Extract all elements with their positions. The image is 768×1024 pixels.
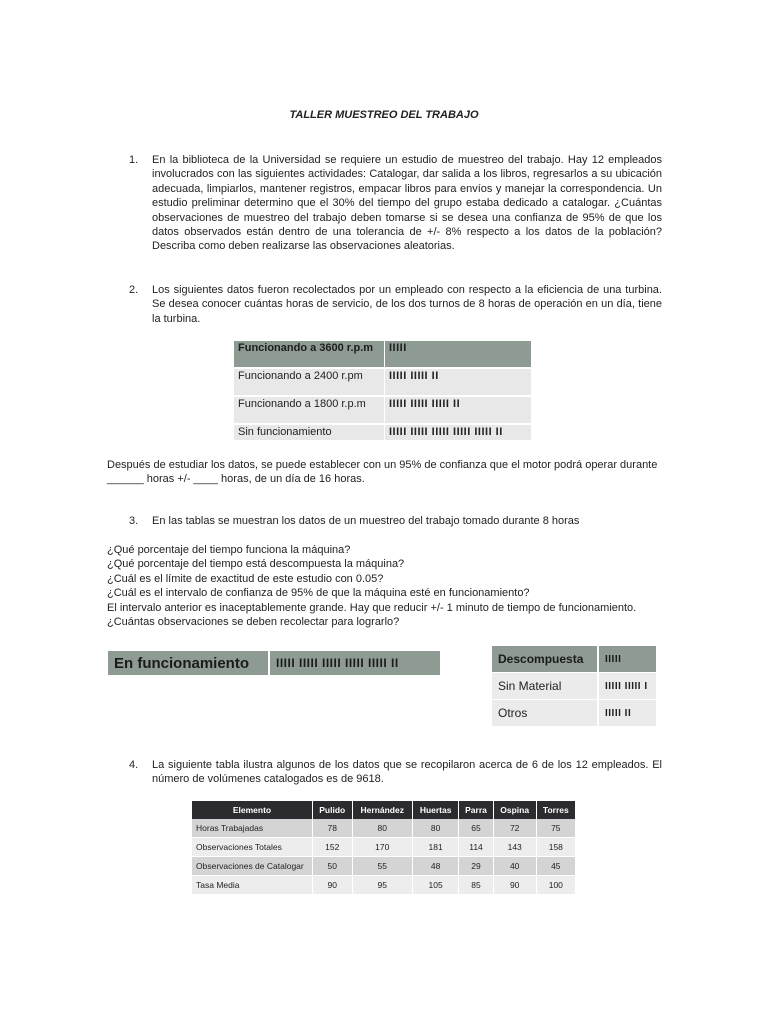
table-cell: 114 xyxy=(459,838,493,857)
q1-text: En la biblioteca de la Universidad se requiere un estudio de muestreo del trabajo. Hay 12 empleados involucrados con las siguientes actividades: Catalogar, dar salida a los libros, regresarlos a su ubicación adecuada, limpiarlos, mantener registros, empacar libros para envíos y manejar la correspondencia. Un estudio preliminar determino que el 30% del tiempo del grupo estaba dedicado a catalogar. ¿Cuántas observaciones de muestreo del trabajo deben tomarse si se desea una confianza de 95% de que los datos observados están dentro de una tolerancia de +/- 8% respecto a los datos de la población? Describa como deben realizarse las observaciones aleatorias. xyxy=(152,154,662,253)
q3-number: 3. xyxy=(129,515,139,527)
q2-after-line2: ______ horas +/- ____ horas, de un día de 16 horas. xyxy=(107,473,365,485)
q3-question: ¿Cuál es el límite de exactitud de este estudio con 0.05? xyxy=(107,573,384,585)
table-row xyxy=(192,838,576,857)
turbine-tally: IIIII xyxy=(385,341,532,368)
working-label: En funcionamiento xyxy=(108,651,269,675)
turbine-tally: IIIII IIIII IIIII IIIII IIIII II xyxy=(385,424,532,441)
table-cell: 78 xyxy=(313,819,353,838)
turbine-tally: IIIII IIIII IIIII II xyxy=(385,396,532,424)
broken-tally: IIIII II xyxy=(598,700,657,727)
row-label: Observaciones Totales xyxy=(192,838,313,857)
table-row xyxy=(492,673,657,700)
broken-label: Descompuesta xyxy=(492,646,598,673)
table-row xyxy=(234,424,532,441)
table-cell: 100 xyxy=(536,876,575,895)
table-cell: 181 xyxy=(412,838,458,857)
table-row xyxy=(192,819,576,838)
q3-question: ¿Qué porcentaje del tiempo funciona la máquina? xyxy=(107,544,351,556)
q3-question: ¿Cuántas observaciones se deben recolectar para lograrlo? xyxy=(107,616,400,628)
table-cell: 40 xyxy=(493,857,536,876)
column-header: Elemento xyxy=(192,801,313,819)
q3-text: En las tablas se muestran los datos de un muestreo del trabajo tomado durante 8 horas xyxy=(152,515,580,527)
table-cell: 95 xyxy=(352,876,412,895)
table-cell: 158 xyxy=(536,838,575,857)
table-row xyxy=(192,857,576,876)
table-row xyxy=(492,700,657,727)
q3-question: ¿Cuál es el intervalo de confianza de 95% de que la máquina esté en funcionamiento? xyxy=(107,587,530,599)
table-cell: 80 xyxy=(412,819,458,838)
table-row xyxy=(234,341,532,368)
table-cell: 90 xyxy=(493,876,536,895)
column-header: Torres xyxy=(536,801,575,819)
table-cell: 152 xyxy=(313,838,353,857)
table-cell: 75 xyxy=(536,819,575,838)
table-cell: 45 xyxy=(536,857,575,876)
q2-text: Los siguientes datos fueron recolectados por un empleado con respecto a la eficiencia de una turbina. Se desea conocer cuántas horas de servicio, de los dos turnos de 8 horas de operación en un día, tiene la turbina. xyxy=(152,284,662,325)
table-row xyxy=(192,876,576,895)
column-header: Parra xyxy=(459,801,493,819)
q2-after-line1: Después de estudiar los datos, se puede establecer con un 95% de confianza que el motor podrá operar durante xyxy=(107,459,658,471)
table-header-row xyxy=(192,801,576,819)
broken-tally: IIIII xyxy=(598,646,657,673)
table-cell: 143 xyxy=(493,838,536,857)
table-cell: 85 xyxy=(459,876,493,895)
table-cell: 55 xyxy=(352,857,412,876)
table-row xyxy=(234,396,532,424)
working-tally: IIIII IIIII IIIII IIIII IIIII II xyxy=(269,651,441,675)
turbine-tally: IIIII IIIII II xyxy=(385,368,532,396)
column-header: Ospina xyxy=(493,801,536,819)
q2-number: 2. xyxy=(129,284,139,296)
row-label: Observaciones de Catalogar xyxy=(192,857,313,876)
table-row xyxy=(492,646,657,673)
turbine-label: Funcionando a 2400 r.pm xyxy=(234,368,385,396)
table-cell: 170 xyxy=(352,838,412,857)
employees-table xyxy=(192,801,576,895)
q3-question: El intervalo anterior es inaceptablemente grande. Hay que reducir +/- 1 minuto de tiempo de funcionamiento. xyxy=(107,602,637,614)
q4-text: La siguiente tabla ilustra algunos de los datos que se recopilaron acerca de 6 de los 12 empleados. El número de volúmenes catalogados es de 9618. xyxy=(152,759,662,786)
q3-question: ¿Qué porcentaje del tiempo está descompuesta la máquina? xyxy=(107,558,405,570)
row-label: Tasa Media xyxy=(192,876,313,895)
turbine-label: Sin funcionamiento xyxy=(234,424,385,441)
table-cell: 72 xyxy=(493,819,536,838)
column-header: Pulido xyxy=(313,801,353,819)
column-header: Huertas xyxy=(412,801,458,819)
working-table xyxy=(108,651,442,675)
q1-number: 1. xyxy=(129,154,139,166)
table-row xyxy=(234,368,532,396)
broken-tally: IIIII IIIII I xyxy=(598,673,657,700)
turbine-label: Funcionando a 3600 r.p.m xyxy=(234,341,385,368)
table-cell: 105 xyxy=(412,876,458,895)
table-cell: 50 xyxy=(313,857,353,876)
row-label: Horas Trabajadas xyxy=(192,819,313,838)
turbine-label: Funcionando a 1800 r.p.m xyxy=(234,396,385,424)
broken-label: Otros xyxy=(492,700,598,727)
table-cell: 29 xyxy=(459,857,493,876)
broken-table xyxy=(492,646,658,727)
table-row xyxy=(108,651,441,675)
column-header: Hernández xyxy=(352,801,412,819)
table-cell: 90 xyxy=(313,876,353,895)
broken-label: Sin Material xyxy=(492,673,598,700)
q4-number: 4. xyxy=(129,759,139,771)
table-cell: 65 xyxy=(459,819,493,838)
document-title: TALLER MUESTREO DEL TRABAJO xyxy=(289,109,479,121)
table-cell: 80 xyxy=(352,819,412,838)
turbine-table xyxy=(234,341,532,442)
table-cell: 48 xyxy=(412,857,458,876)
